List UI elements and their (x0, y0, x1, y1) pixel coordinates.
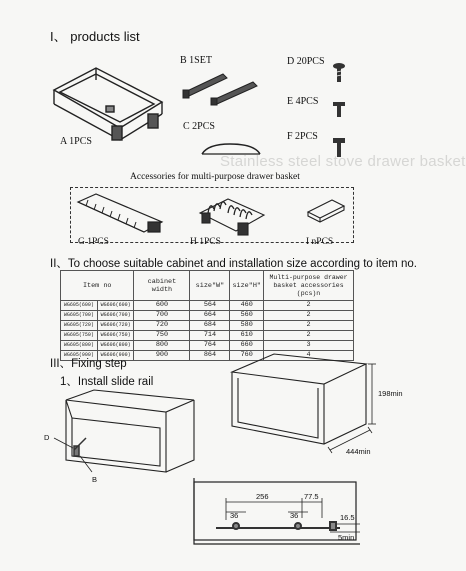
table-cell: WG605(600) (61, 301, 98, 311)
drawer-basket-illustration (50, 62, 170, 142)
dim-depth-label: 444min (346, 447, 371, 456)
table-cell: 864 (190, 351, 230, 361)
rack-g-illustration (76, 192, 166, 236)
cabinet-rail-diagram (40, 390, 200, 490)
section-3-title: III、Fixing step (50, 358, 127, 370)
label-d: D (44, 433, 50, 442)
column-header: cabinet width (134, 271, 190, 301)
table-cell: 2 (264, 321, 354, 331)
table-cell: WG606(720) (97, 321, 134, 331)
table-cell: 560 (230, 311, 264, 321)
table-cell: WG606(800) (97, 341, 134, 351)
section-1-title: I、 products list (50, 29, 140, 44)
accessory-g-label: G 1PCS (78, 237, 109, 247)
dim-256-label: 256 (256, 492, 269, 501)
table-cell: 2 (264, 311, 354, 321)
dim-36-right-label: 36 (290, 511, 299, 520)
accessory-i-label: I nPCS (306, 237, 334, 247)
dim-16-5-label: 16.5 (340, 513, 355, 522)
table-cell: WG606(700) (97, 311, 134, 321)
rail-position-detail (190, 478, 366, 550)
table-cell: 800 (134, 341, 190, 351)
table-cell: WG605(720) (61, 321, 98, 331)
table-cell: 564 (190, 301, 230, 311)
table-cell: WG605(700) (61, 311, 98, 321)
table-cell: 714 (190, 331, 230, 341)
table-cell: 2 (264, 301, 354, 311)
column-header: size"W" (190, 271, 230, 301)
table-cell: 460 (230, 301, 264, 311)
step-1-title: 1、Install slide rail (60, 376, 154, 388)
plate-rack-h-illustration (198, 195, 266, 237)
table-cell: 580 (230, 321, 264, 331)
table-cell: 3 (264, 341, 354, 351)
table-cell: 750 (134, 331, 190, 341)
table-header-row (61, 271, 354, 301)
table-cell: 900 (134, 351, 190, 361)
column-header: size"H" (230, 271, 264, 301)
accessories-title: Accessories for multi-purpose drawer basket (130, 172, 300, 182)
table-cell: 4 (264, 351, 354, 361)
table-cell: WG605(900) (61, 351, 98, 361)
product-c-label: C 2PCS (183, 121, 215, 132)
dim-77-5-label: 77.5 (304, 492, 319, 501)
dim-height-label: 198min (378, 389, 403, 398)
table-row (61, 311, 354, 321)
column-header: Multi-purpose drawer basket accessories (pcs)n (264, 271, 354, 301)
screw-d-icon (332, 62, 346, 84)
table-cell: 760 (230, 351, 264, 361)
table-row (61, 331, 354, 341)
tray-i-illustration (306, 198, 346, 224)
table-row (61, 341, 354, 351)
product-f-label: F 2PCS (287, 131, 318, 142)
background-watermark: Stainless steel stove drawer basket (220, 153, 466, 170)
spec-table (60, 270, 354, 361)
table-cell: 684 (190, 321, 230, 331)
table-cell: WG605(800) (61, 341, 98, 351)
table-cell: WG606(750) (97, 331, 134, 341)
slide-rails-illustration (183, 70, 258, 105)
table-cell: WG606(600) (97, 301, 134, 311)
product-e-label: E 4PCS (287, 96, 319, 107)
table-row (61, 321, 354, 331)
table-cell: WG605(750) (61, 331, 98, 341)
product-a-label: A 1PCS (60, 136, 92, 147)
table-cell: WG606(900) (97, 351, 134, 361)
product-d-label: D 20PCS (287, 56, 325, 67)
screw-e-icon (332, 101, 346, 119)
cabinet-dimensions-diagram (230, 350, 410, 465)
column-header: Item no (61, 271, 134, 301)
table-cell: 764 (190, 341, 230, 351)
table-cell: 700 (134, 311, 190, 321)
product-b-label: B 1SET (180, 55, 212, 66)
dim-36-left-label: 36 (230, 511, 239, 520)
table-cell: 660 (230, 341, 264, 351)
accessory-h-label: H 1PCS (190, 237, 221, 247)
table-row (61, 301, 354, 311)
dim-5min-label: 5min (338, 533, 355, 542)
label-b: B (92, 475, 98, 484)
table-cell: 2 (264, 331, 354, 341)
section-2-title: II、To choose suitable cabinet and installation size according to item no. (50, 258, 417, 270)
table-cell: 600 (134, 301, 190, 311)
table-cell: 664 (190, 311, 230, 321)
table-cell: 720 (134, 321, 190, 331)
table-cell: 610 (230, 331, 264, 341)
